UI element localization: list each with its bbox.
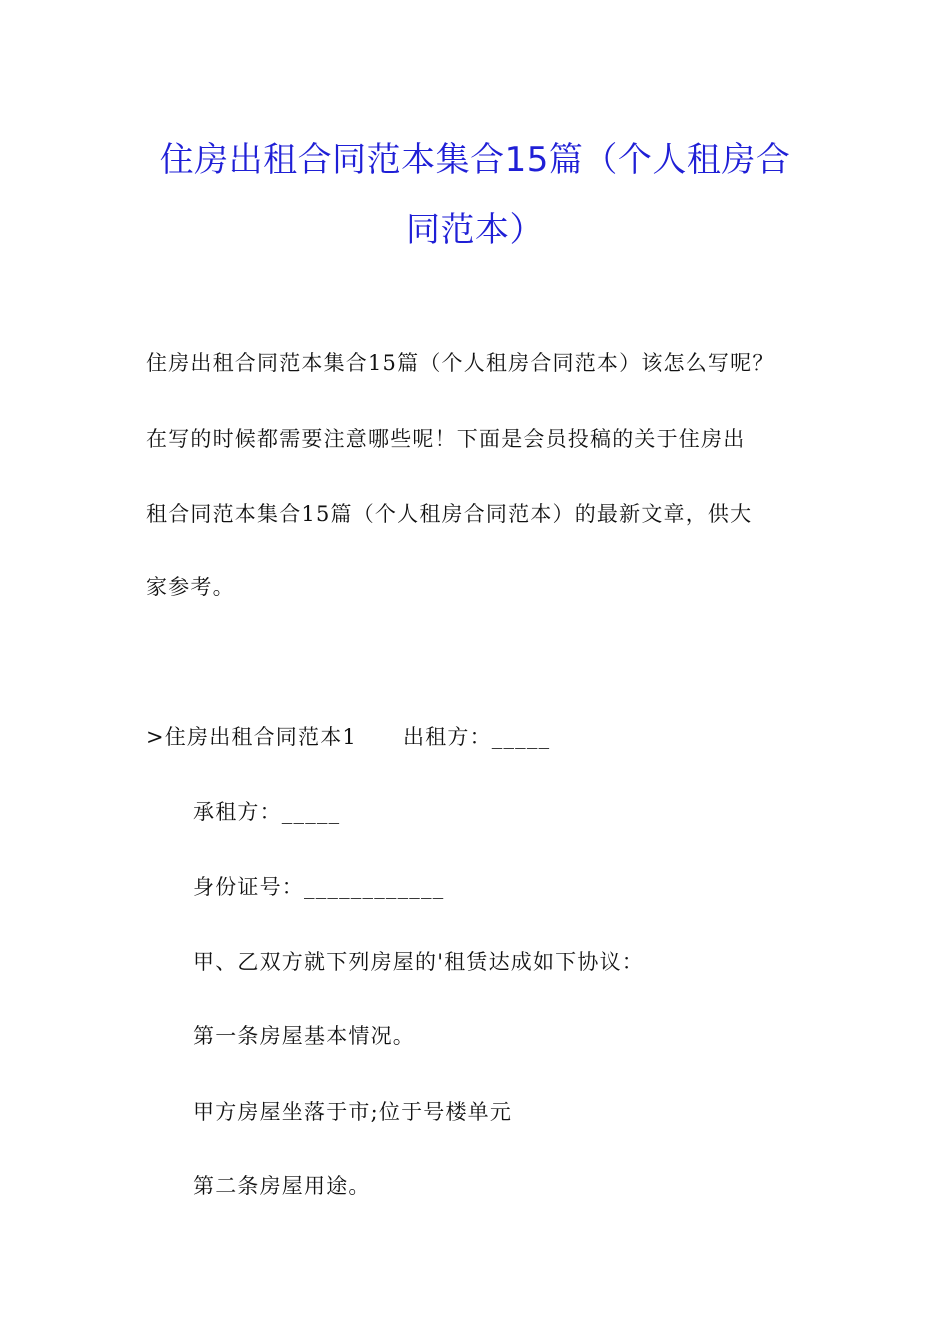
intro-paragraph-line-1: 住房出租合同范本集合15篇（个人租房合同范本）该怎么写呢？ [146,351,775,375]
article-1-heading: 第一条房屋基本情况。 [193,1024,415,1048]
intro-paragraph-line-4: 家参考。 [146,575,235,599]
contract-heading-row [146,721,550,751]
property-location-clause: 甲方房屋坐落于市;位于号楼单元 [193,1100,513,1124]
agreement-clause: 甲、乙双方就下列房屋的'租赁达成如下协议： [193,950,644,974]
lessor-field: 出租方：_____ [402,725,551,749]
contract-section-heading: >住房出租合同范本1 [146,725,357,749]
article-2-heading: 第二条房屋用途。 [193,1174,371,1198]
document-title-line-2: 同范本） [406,210,544,250]
intro-paragraph-line-2: 在写的时候都需要注意哪些呢！下面是会员投稿的关于住房出 [146,427,746,451]
id-number-field: 身份证号：____________ [193,875,445,899]
lessee-field: 承租方：_____ [193,800,341,824]
intro-paragraph-line-3: 租合同范本集合15篇（个人租房合同范本）的最新文章，供大 [146,502,753,526]
document-title-line-1: 住房出租合同范本集合15篇（个人租房合 [159,140,791,180]
